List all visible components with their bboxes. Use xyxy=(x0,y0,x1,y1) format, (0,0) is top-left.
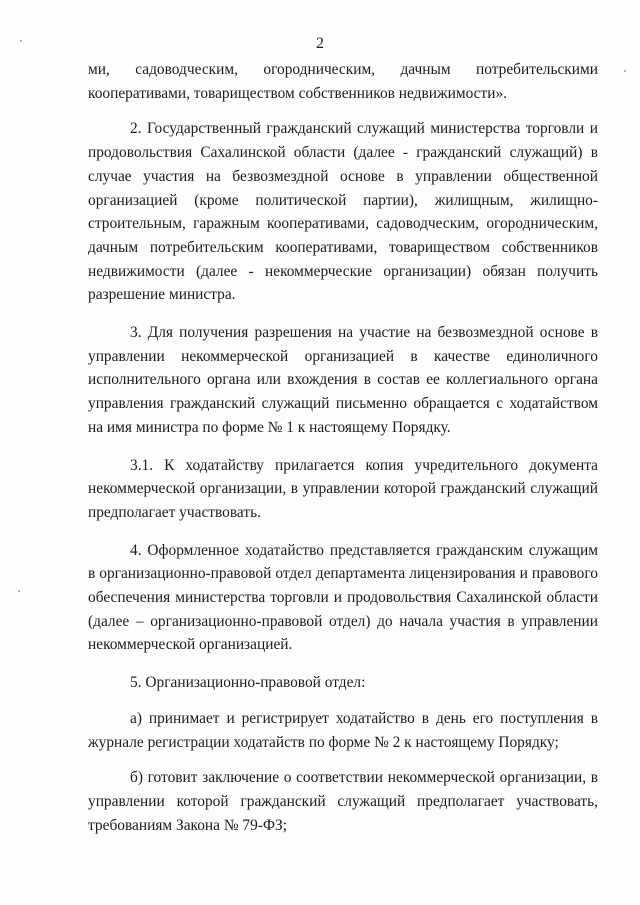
paragraph-2: 2. Государственный гражданский служащий министерства торговли и продовольствия Сахалинской области (далее - гражданский служащий) в случае участия на безвозмездной основе в управлении общественной организацией (кроме политической партии), жилищным, жилищно-строительным, гаражным кооперативами, садоводческим, огородническим, дачным потребительским кооперативами, товариществом собственников недвижимости (далее - некоммерческие организации) обязан получить разрешение министра. xyxy=(88,120,598,304)
paragraph-continuation: ми, садоводческим, огородническим, дачным потребительскими кооперативами, товариществом собственников недвижимости». xyxy=(88,61,598,102)
paragraph-3-1: 3.1. К ходатайству прилагается копия учредительного документа некоммерческой организации, в управлении которой гражданский служащий предполагает участвовать. xyxy=(88,456,598,521)
scan-speck xyxy=(624,70,626,72)
paragraph-3: 3. Для получения разрешения на участие на безвозмездной основе в управлении некоммерческой организацией в качестве единоличного исполнительного органа или вхождения в состав ее коллегиального органа управления гражданский служащий письменно обращается с ходатайством на имя министра по форме № 1 к настоящему Порядку. xyxy=(88,324,598,436)
page-number: 2 xyxy=(316,35,324,52)
paragraph-5b: б) готовит заключение о соответствии некоммерческой организации, в управлении которой гражданский служащий предполагает участвовать, требованиям Закона № 79-ФЗ; xyxy=(88,769,598,834)
paragraph-4: 4. Оформленное ходатайство представляется гражданским служащим в организационно-правовой отдел департамента лицензирования и правового обеспечения министерства торговли и продовольствия Сахалинской области (далее – организационно-правовой отдел) до начала участия в управлении некоммерческой организацией. xyxy=(88,541,598,654)
scan-speck xyxy=(18,590,20,592)
document-body xyxy=(88,58,598,837)
paragraph-5: 5. Организационно-правовой отдел: xyxy=(130,674,366,692)
paragraph-5a: а) принимает и регистрирует ходатайство в день его поступления в журнале регистрации ходатайств по форме № 2 к настоящему Порядку; xyxy=(88,709,598,751)
